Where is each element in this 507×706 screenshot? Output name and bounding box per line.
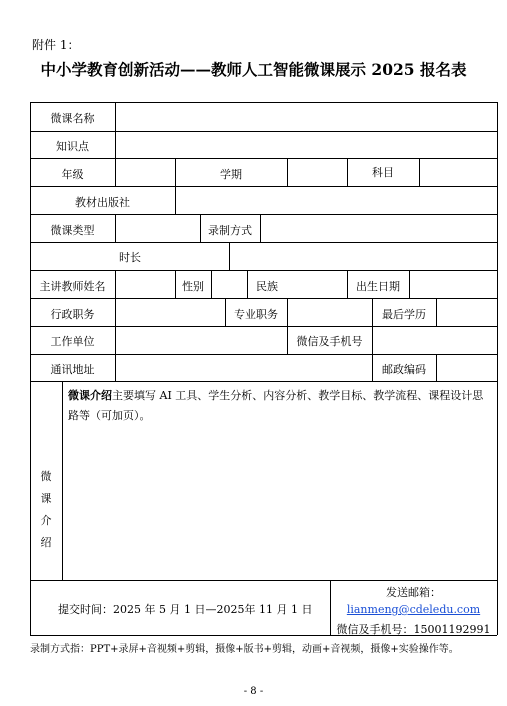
label-address: 通讯地址 — [50, 363, 95, 376]
table-divider — [30, 580, 497, 581]
label-knowledge-point: 知识点 — [56, 140, 89, 153]
label-ethnicity: 民族 — [256, 280, 278, 293]
table-divider — [30, 354, 497, 355]
intro-instructions — [68, 386, 492, 426]
label-record-method: 录制方式 — [208, 224, 252, 237]
table-divider — [115, 270, 116, 298]
attachment-label: 附件 1： — [32, 38, 80, 52]
contact-email-link[interactable]: lianmeng@cdeledu.com — [346, 603, 481, 616]
contact-phone: 微信及手机号：15001192991 — [336, 623, 491, 636]
table-divider — [419, 158, 420, 186]
table-divider — [211, 270, 212, 298]
table-divider — [30, 131, 497, 132]
label-wechat-phone: 微信及手机号 — [296, 335, 363, 348]
table-divider — [436, 298, 437, 326]
table-divider — [115, 326, 116, 354]
table-divider — [436, 354, 437, 381]
submission-deadline: 提交时间：2025 年 5 月 1 日—2025年 11 月 1 日 — [58, 603, 313, 616]
label-subject: 科目 — [372, 166, 394, 179]
table-divider — [62, 381, 63, 580]
label-teacher-name: 主讲教师姓名 — [39, 280, 106, 293]
label-workplace: 工作单位 — [50, 335, 95, 348]
table-divider — [175, 186, 176, 214]
table-divider — [30, 186, 497, 187]
label-intro-line1: 微课 — [40, 470, 52, 505]
label-intro-line2: 介绍 — [40, 514, 52, 549]
label-postcode: 邮政编码 — [382, 363, 426, 376]
table-divider — [372, 326, 373, 354]
table-divider — [260, 214, 261, 242]
page-number: - 8 - — [243, 686, 264, 697]
table-divider — [115, 158, 116, 186]
table-border-top — [30, 102, 497, 103]
table-divider — [409, 270, 410, 298]
label-birth-date: 出生日期 — [356, 280, 400, 293]
table-divider — [115, 354, 116, 381]
table-divider — [287, 298, 288, 326]
label-admin-title: 行政职务 — [50, 308, 95, 321]
label-gender: 性别 — [182, 280, 204, 293]
footnote: 录制方式指：PPT+录屏+音视频+剪辑，摄像+版书+剪辑，动画+音视频，摄像+实验操作等。 — [30, 644, 459, 655]
table-border-right — [497, 102, 498, 635]
table-divider — [229, 242, 230, 270]
send-email-label: 发送邮箱： — [386, 586, 441, 599]
label-course-name: 微课名称 — [50, 112, 95, 125]
label-duration: 时长 — [119, 251, 141, 264]
table-divider — [30, 270, 497, 271]
intro-heading: 微课介绍 — [68, 389, 112, 402]
label-publisher: 教材出版社 — [75, 196, 130, 209]
label-grade: 年级 — [61, 168, 84, 181]
table-divider — [30, 242, 497, 243]
label-prof-title: 专业职务 — [234, 308, 278, 321]
table-divider — [115, 214, 116, 242]
table-divider — [287, 158, 288, 186]
label-semester: 学期 — [220, 168, 242, 181]
table-divider — [30, 158, 497, 159]
table-divider — [30, 298, 497, 299]
table-divider — [30, 326, 497, 327]
label-course-type: 微课类型 — [50, 224, 95, 237]
table-divider — [115, 298, 116, 326]
table-divider — [30, 381, 497, 382]
table-divider — [30, 214, 497, 215]
label-highest-degree: 最后学历 — [382, 308, 426, 321]
table-divider — [115, 102, 116, 158]
intro-text: 主要填写 AI 工具、学生分析、内容分析、教学目标、教学流程、课程设计思路等（可加页）。 — [68, 389, 484, 422]
form-title: 中小学教育创新活动——教师人工智能微课展示 2025 报名表 — [40, 60, 467, 79]
label-intro-vertical — [36, 466, 56, 554]
